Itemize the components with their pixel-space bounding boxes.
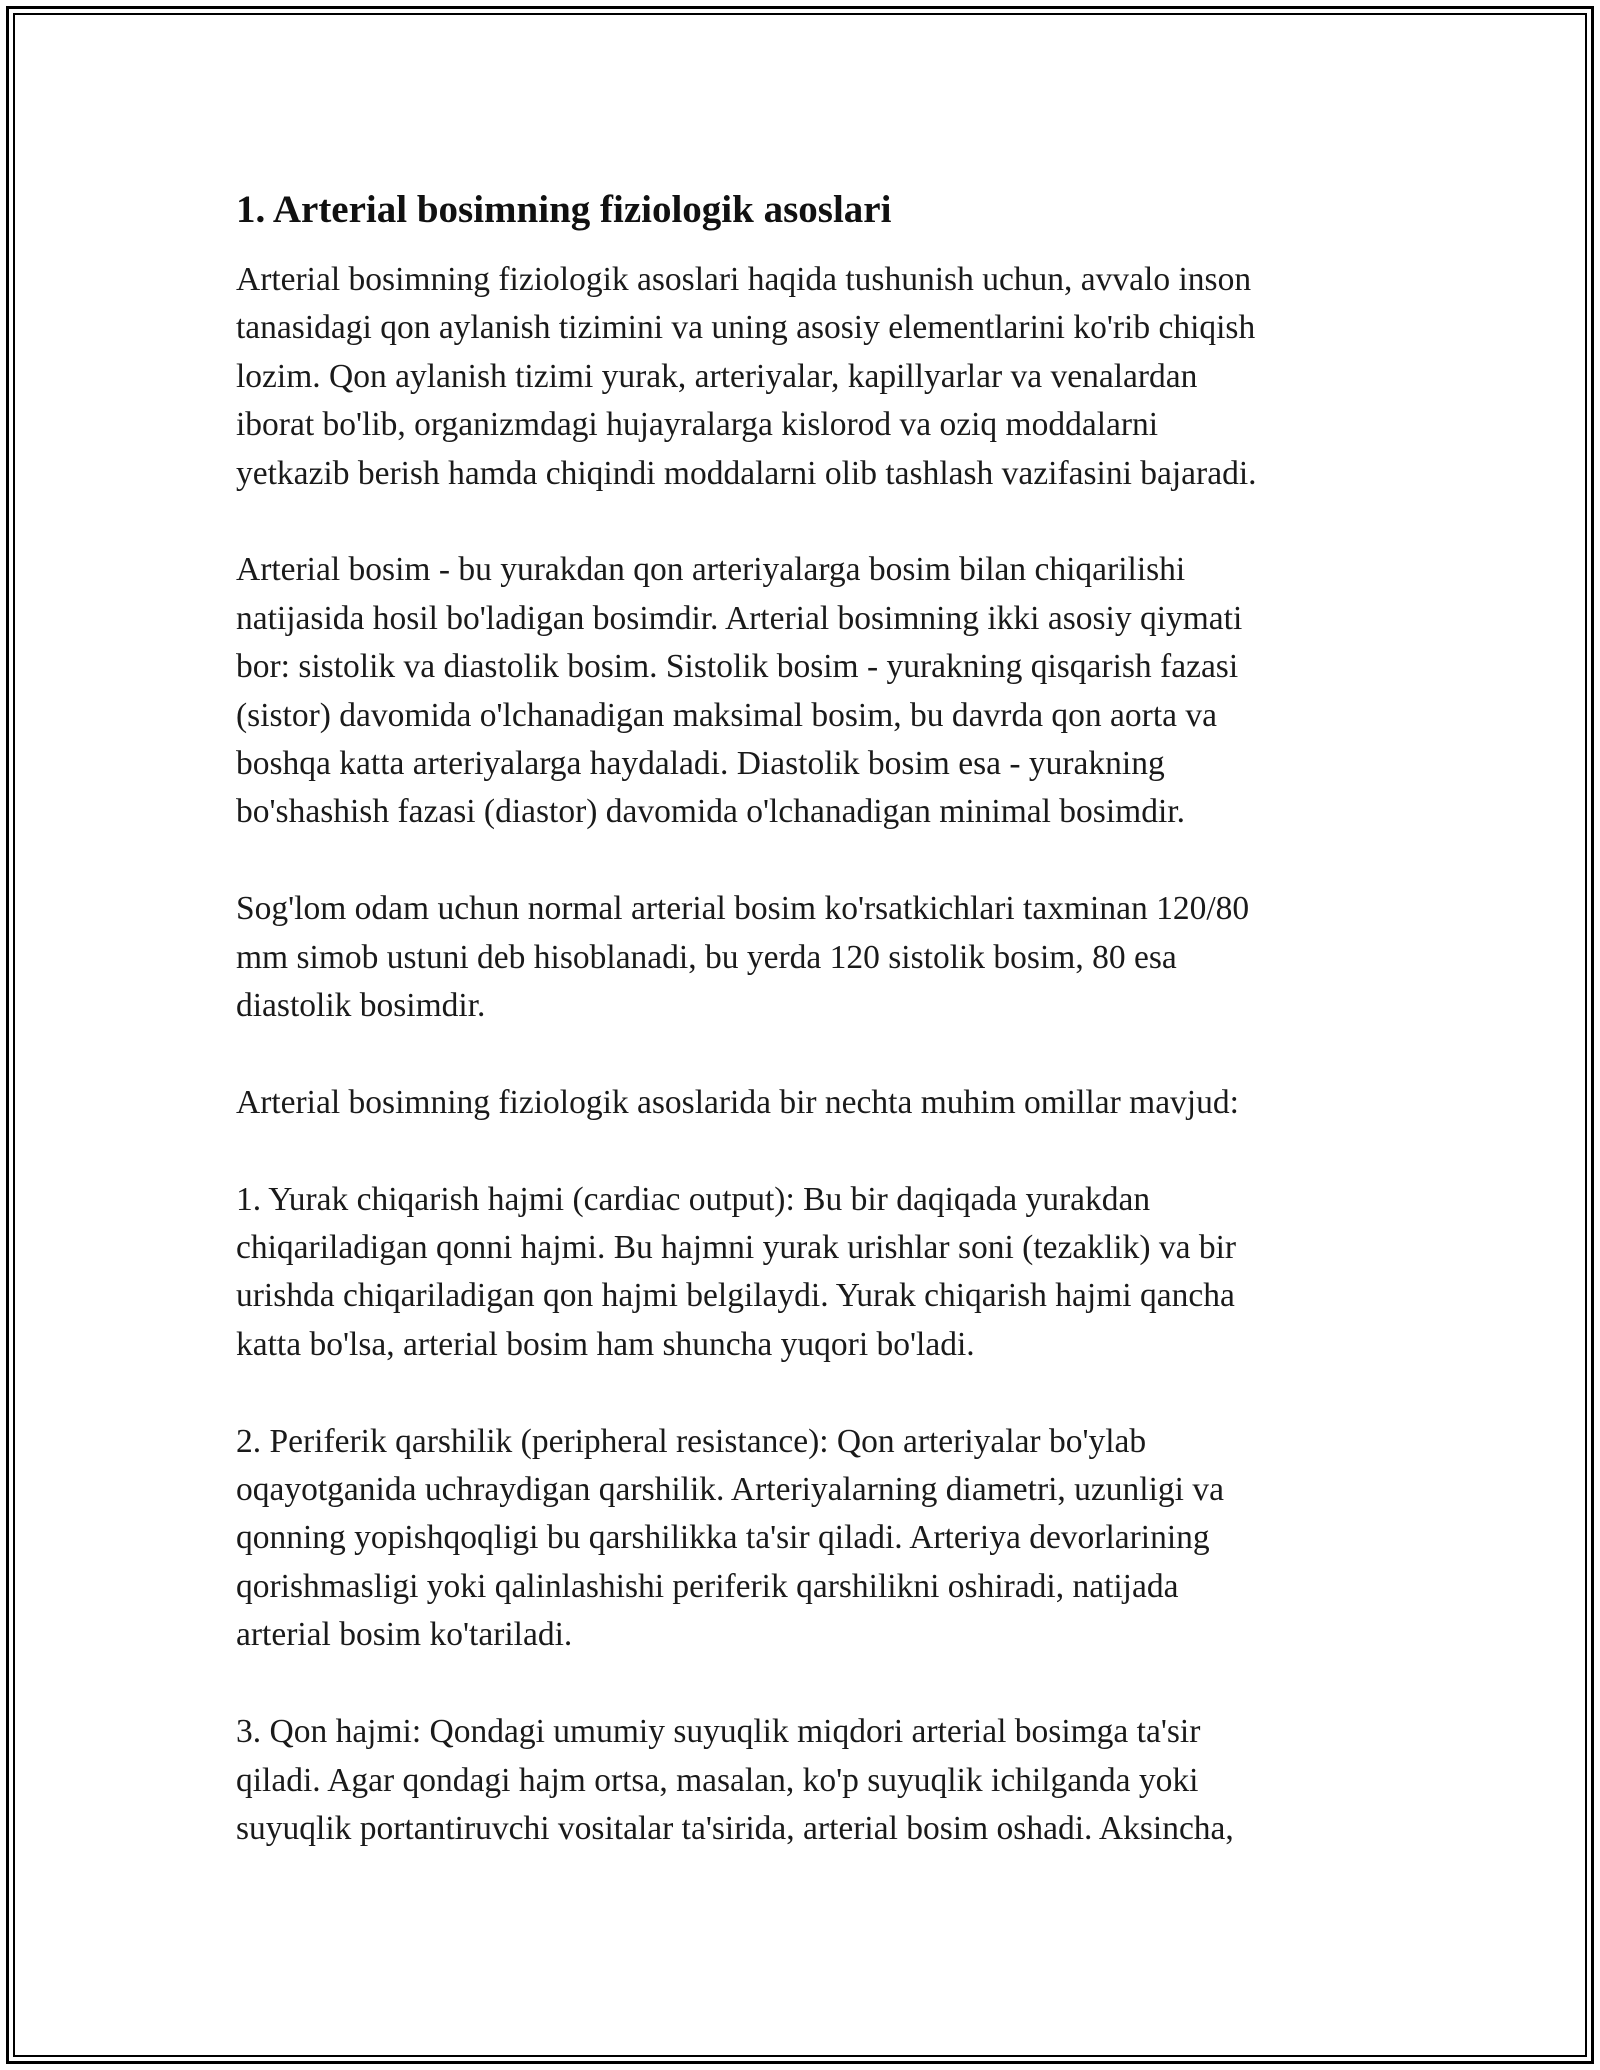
text-line: urishda chiqariladigan qon hajmi belgilaydi. Yurak chiqarish hajmi qancha bbox=[236, 1277, 1235, 1315]
document-body bbox=[236, 186, 1366, 1902]
text-line: lozim. Qon aylanish tizimi yurak, arteriyalar, kapillyarlar va venalardan bbox=[236, 357, 1198, 395]
paragraph bbox=[236, 1708, 1366, 1853]
text-line: (sistor) davomida o'lchanadigan maksimal bosim, bu davrda qon aorta va bbox=[236, 696, 1218, 734]
text-line: 2. Periferik qarshilik (peripheral resistance): Qon arteriyalar bo'ylab bbox=[236, 1422, 1147, 1460]
text-line: bo'shashish fazasi (diastor) davomida o'lchanadigan minimal bosimdir. bbox=[236, 793, 1185, 831]
paragraph bbox=[236, 1418, 1366, 1660]
paragraph bbox=[236, 546, 1366, 836]
text-line: arterial bosim ko'tariladi. bbox=[236, 1616, 573, 1654]
text-line: yetkazib berish hamda chiqindi moddalarni olib tashlash vazifasini bajaradi. bbox=[236, 454, 1257, 492]
text-line: natijasida hosil bo'ladigan bosimdir. Arterial bosimning ikki asosiy qiymati bbox=[236, 599, 1243, 637]
text-line: suyuqlik portantiruvchi vositalar ta'sirida, arterial bosim oshadi. Aksincha, bbox=[236, 1809, 1234, 1847]
paragraph bbox=[236, 1176, 1366, 1370]
text-line: 3. Qon hajmi: Qondagi umumiy suyuqlik miqdori arterial bosimga ta'sir bbox=[236, 1713, 1201, 1751]
text-line: katta bo'lsa, arterial bosim ham shuncha yuqori bo'ladi. bbox=[236, 1325, 975, 1363]
paragraph bbox=[236, 1079, 1366, 1127]
text-line: mm simob ustuni deb hisoblanadi, bu yerda 120 sistolik bosim, 80 esa bbox=[236, 938, 1177, 976]
text-line: 1. Yurak chiqarish hajmi (cardiac output): Bu bir daqiqada yurakdan bbox=[236, 1180, 1151, 1218]
paragraph-list bbox=[236, 256, 1366, 1853]
text-line: bor: sistolik va diastolik bosim. Sistolik bosim - yurakning qisqarish fazasi bbox=[236, 648, 1239, 686]
text-line: iborat bo'lib, organizmdagi hujayralarga kislorod va oziq moddalarni bbox=[236, 406, 1159, 444]
section-heading: 1. Arterial bosimning fiziologik asoslari bbox=[236, 188, 892, 231]
text-line: Arterial bosim - bu yurakdan qon arteriyalarga bosim bilan chiqarilishi bbox=[236, 551, 1186, 589]
text-line: Arterial bosimning fiziologik asoslarida bir nechta muhim omillar mavjud: bbox=[236, 1083, 1239, 1121]
text-line: qiladi. Agar qondagi hajm ortsa, masalan, ko'p suyuqlik ichilganda yoki bbox=[236, 1761, 1199, 1799]
text-line: tanasidagi qon aylanish tizimini va uning asosiy elementlarini ko'rib chiqish bbox=[236, 309, 1256, 347]
text-line: qonning yopishqoqligi bu qarshilikka ta'sir qiladi. Arteriya devorlarining bbox=[236, 1519, 1210, 1557]
text-line: boshqa katta arteriyalarga haydaladi. Diastolik bosim esa - yurakning bbox=[236, 745, 1165, 783]
text-line: Arterial bosimning fiziologik asoslari haqida tushunish uchun, avvalo inson bbox=[236, 261, 1252, 298]
text-line: Sog'lom odam uchun normal arterial bosim ko'rsatkichlari taxminan 120/80 bbox=[236, 890, 1250, 928]
text-line: chiqariladigan qonni hajmi. Bu hajmni yurak urishlar soni (tezaklik) va bir bbox=[236, 1229, 1237, 1267]
paragraph bbox=[236, 885, 1366, 1030]
text-line: diastolik bosimdir. bbox=[236, 987, 486, 1025]
paragraph bbox=[236, 256, 1366, 498]
text-line: qorishmasligi yoki qalinlashishi periferik qarshilikni oshiradi, natijada bbox=[236, 1567, 1179, 1605]
text-line: oqayotganida uchraydigan qarshilik. Arteriyalarning diametri, uzunligi va bbox=[236, 1471, 1224, 1509]
